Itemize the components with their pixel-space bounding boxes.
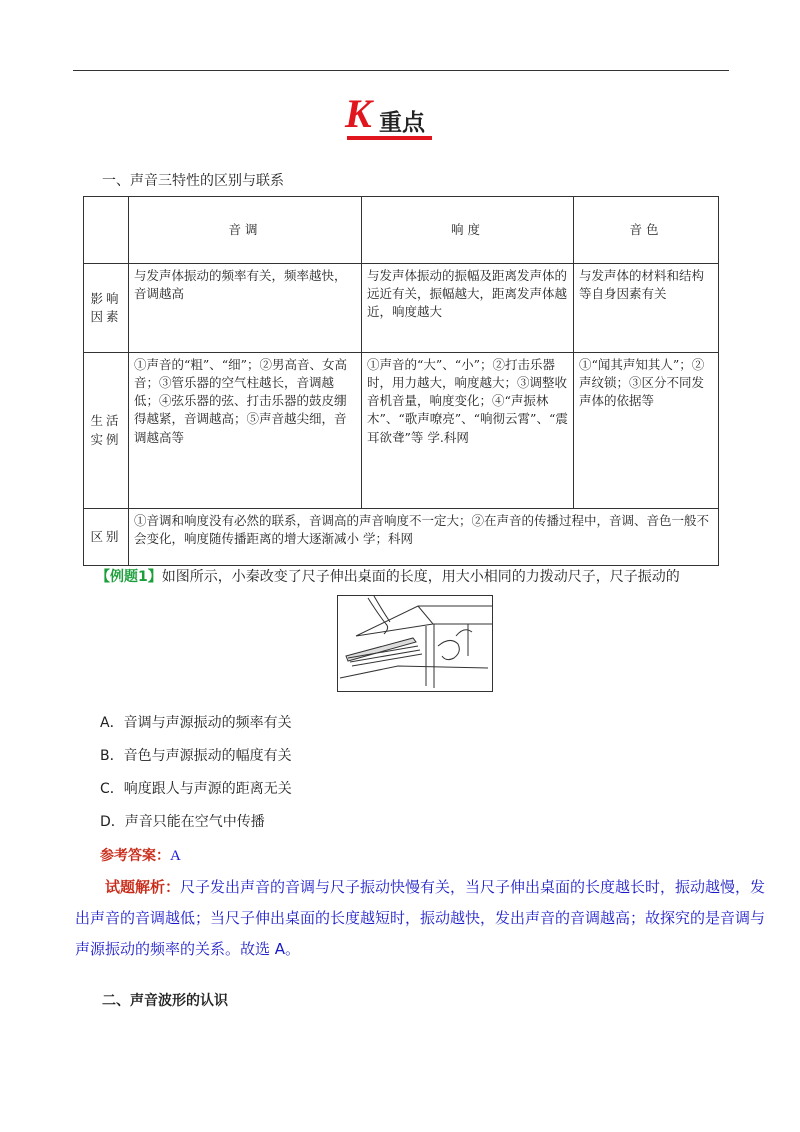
option-b: B．音色与声源振动的幅度有关 bbox=[100, 748, 292, 764]
table-cell: ①“闻其声知其人”；②声纹锁；③区分不同发声体的依据等 bbox=[574, 353, 719, 509]
section1-title: 一、声音三特性的区别与联系 bbox=[102, 173, 284, 189]
analysis-line: 出声音的音调越低；当尺子伸出桌面的长度越短时，振动越快，发出声音的音调越高；故探究的是音调与 bbox=[75, 909, 766, 927]
example-text: 如图所示，小秦改变了尺子伸出桌面的长度，用大小相同的力拨动尺子，尺子振动的 bbox=[161, 569, 680, 585]
analysis-block bbox=[75, 872, 766, 965]
option-d: D．声音只能在空气中传播 bbox=[100, 814, 265, 830]
heading-letter: K bbox=[345, 91, 372, 136]
table-cell: ①声音的“粗”、“细”；②男高音、女高音；③管乐器的空气柱越长，音调越低；④弦乐器的弦、打击乐器的鼓皮绷得越紧，音调越高；⑤声音越尖细，音调越高等 bbox=[129, 353, 362, 509]
top-rule bbox=[73, 70, 729, 71]
table-row bbox=[84, 353, 719, 509]
analysis-label: 试题解析： bbox=[105, 878, 181, 896]
header-loudness: 响度 bbox=[362, 197, 574, 264]
comparison-table bbox=[83, 196, 719, 566]
table-cell: 与发声体的材料和结构等自身因素有关 bbox=[574, 264, 719, 353]
reference-answer bbox=[100, 845, 181, 865]
analysis-line: 尺子发出声音的音调与尺子振动快慢有关，当尺子伸出桌面的长度越长时，振动越慢，发 bbox=[180, 878, 766, 896]
answer-value: A bbox=[170, 848, 181, 864]
option-a: A．音调与声源振动的频率有关 bbox=[100, 715, 292, 731]
table-cell: 与发声体振动的频率有关，频率越快，音调越高 bbox=[129, 264, 362, 353]
example-question bbox=[96, 566, 680, 586]
heading-text: 重点 bbox=[379, 110, 425, 136]
table-header-row bbox=[84, 197, 719, 264]
answer-label: 参考答案： bbox=[100, 848, 170, 864]
row-label: 生活实例 bbox=[84, 353, 129, 509]
option-c: C．响度跟人与声源的距离无关 bbox=[100, 781, 292, 797]
heading-underline bbox=[347, 136, 432, 140]
header-pitch: 音调 bbox=[129, 197, 362, 264]
ruler-illustration bbox=[338, 596, 492, 691]
ruler-experiment-figure bbox=[337, 595, 493, 692]
example-tag: 【例题1】 bbox=[96, 569, 162, 585]
table-corner-cell bbox=[84, 197, 129, 264]
table-row bbox=[84, 264, 719, 353]
row-label: 区别 bbox=[84, 509, 129, 566]
table-cell: ①声音的“大”、“小”；②打击乐器时，用力越大，响度越大；③调整收音机音量，响度变化；④“声振林木”、“歌声嘹亮”、“响彻云霄”、“震耳欲聋”等 学.科网 bbox=[362, 353, 574, 509]
section2-title: 二、声音波形的认识 bbox=[102, 993, 228, 1009]
table-cell-merged: ①音调和响度没有必然的联系，音调高的声音响度不一定大；②在声音的传播过程中，音调、音色一般不会变化，响度随传播距离的增大逐渐减小 学；科网 bbox=[129, 509, 719, 566]
table-row bbox=[84, 509, 719, 566]
table-cell: 与发声体振动的振幅及距离发声体的远近有关，振幅越大，距离发声体越近，响度越大 bbox=[362, 264, 574, 353]
analysis-line: 声源振动的频率的关系。故选 A。 bbox=[75, 940, 301, 958]
header-timbre: 音色 bbox=[574, 197, 719, 264]
row-label: 影响因素 bbox=[84, 264, 129, 353]
